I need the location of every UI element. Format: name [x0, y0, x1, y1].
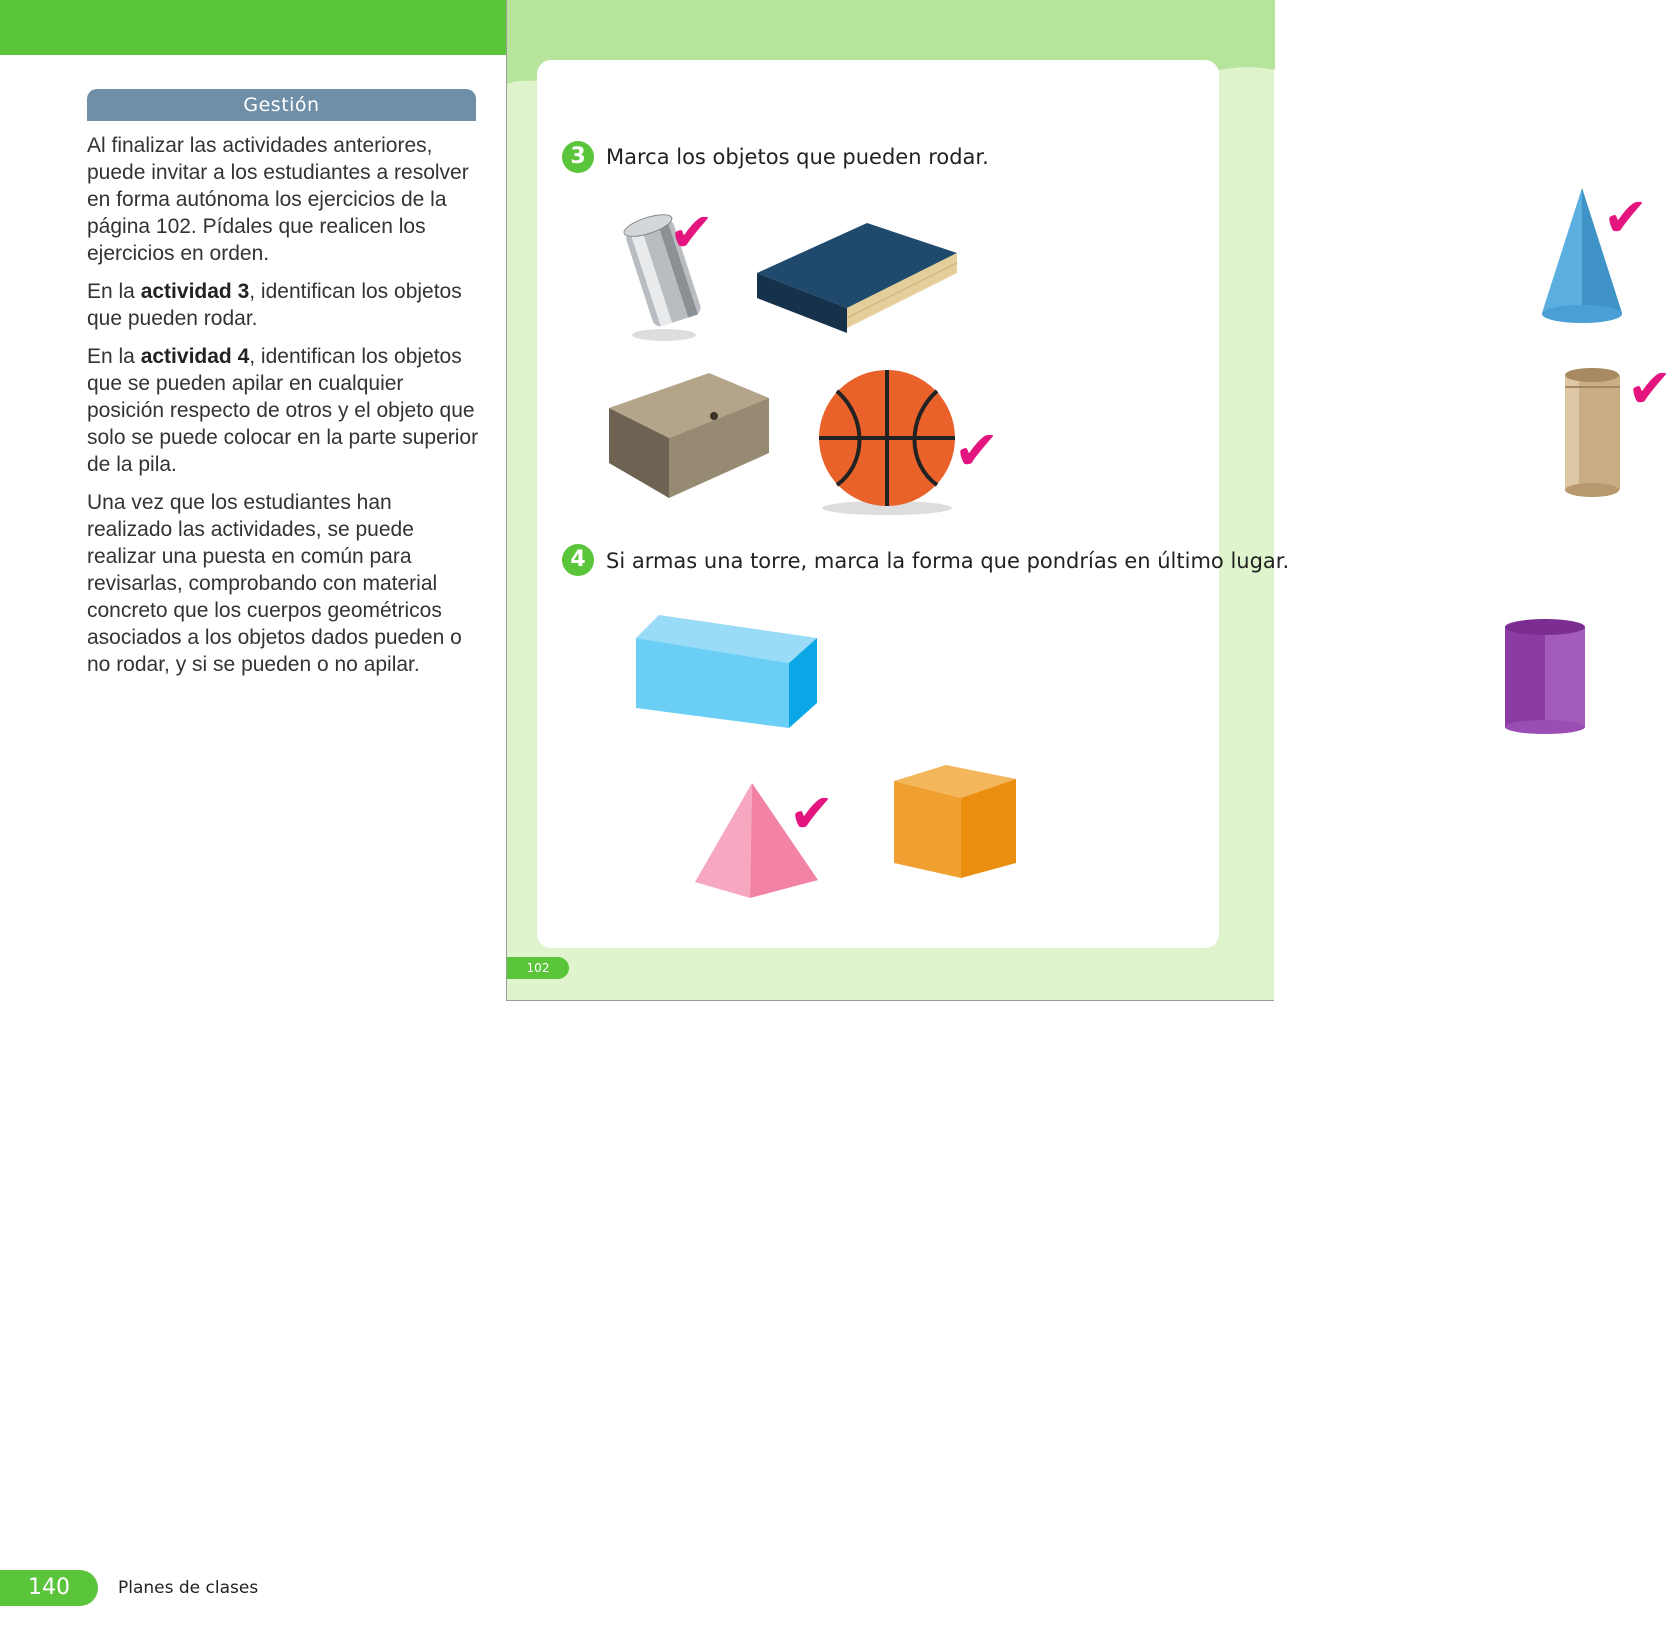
- gestion-paragraph-4: Una vez que los estudiantes han realizado las actividades, se puede realizar una puesta en común para revisarlas, comprobando con material concreto que los cuerpos geométricos asociados a los objetos dados pueden o no rodar, y si se pueden o no apilar.: [87, 491, 462, 676]
- activity-4-ref: actividad 4: [140, 345, 250, 368]
- box-image: [604, 368, 779, 503]
- student-page-thumbnail: [506, 0, 1672, 1001]
- footer-page-number: 140: [0, 1570, 98, 1606]
- gestion-paragraph-1: Al finalizar las actividades anteriores, puede invitar a los estudiantes a resolver en forma autónoma los ejercicios de la página 102. Pídales que realicen los ejercicios en orden.: [87, 134, 469, 265]
- p2-pre: En la: [87, 280, 141, 303]
- check-tube: ✔: [1627, 357, 1672, 420]
- activity-3-instruction: Marca los objetos que pueden rodar.: [606, 145, 989, 169]
- activity-3-ref: actividad 3: [140, 280, 250, 303]
- rectangular-prism-shape: [634, 613, 819, 731]
- p2-post: , identifican los objetos que pueden rodar.: [87, 280, 462, 330]
- check-cone: ✔: [1603, 186, 1649, 249]
- gestion-header: Gestión: [87, 89, 476, 121]
- p3-pre: En la: [87, 345, 141, 368]
- check-can: ✔: [669, 201, 715, 264]
- top-green-bar: [0, 0, 506, 55]
- basketball-image: [812, 368, 967, 518]
- gestion-text: [87, 132, 482, 689]
- activity-3-number: 3: [562, 141, 594, 173]
- student-page-number: 102: [507, 957, 569, 979]
- p3-post: , identifican los objetos que se pueden apilar en cualquier posición respecto de otros y el objeto que solo se puede colocar en la parte superior de la pila.: [87, 345, 479, 476]
- footer-label: Planes de clases: [118, 1578, 259, 1598]
- check-basketball: ✔: [954, 419, 1000, 482]
- gestion-paragraph-3: [87, 343, 482, 478]
- activity-4-instruction: Si armas una torre, marca la forma que pondrías en último lugar.: [606, 549, 1290, 573]
- check-pyramid: ✔: [789, 782, 835, 845]
- gestion-paragraph-2: [87, 278, 482, 332]
- cube-shape: [891, 763, 1019, 881]
- book-image: [752, 218, 962, 338]
- cylinder-shape: [1503, 617, 1587, 737]
- tube-image: [1557, 365, 1627, 500]
- activity-4-number: 4: [562, 544, 594, 576]
